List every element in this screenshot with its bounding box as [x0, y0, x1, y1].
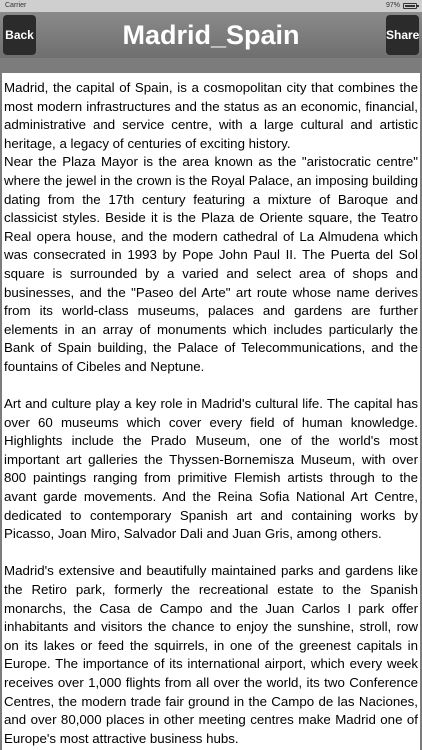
paragraph-gap [4, 377, 418, 396]
article-paragraph-1: Madrid, the capital of Spain, is a cosmopolitan city that combines the most modern infrastructures and the status as an economic, financial, administrative and service centre, with a large cultural and artistic heritage, a legacy of centuries of exciting history. [4, 80, 418, 151]
battery-indicator [386, 0, 417, 12]
paragraph-gap [4, 544, 418, 563]
battery-fill [405, 5, 415, 7]
share-button[interactable]: Share [386, 15, 419, 55]
battery-percent: 97% [385, 2, 400, 9]
article-paragraph-3: Art and culture play a key role in Madrid's cultural life. The capital has over 60 museums which cover every field of human knowledge. Highlights include the Prado Museum, one of the world's most important art galleries the Thyssen-Bornemisza Museum, with over 800 paintings ranging from primitive Flemish artists through to the avant garde movements. And the Reina Sofia National Art Centre, dedicated to contemporary Spanish art and containing works by Picasso, Joan Miro, Salvador Dali and Juan Gris, among others. [4, 396, 418, 542]
carrier-label: Carrier [5, 2, 27, 9]
article-paragraph-4: Madrid's extensive and beautifully maintained parks and gardens like the Retiro park, formerly the recreational estate to the Spanish monarchs, the Casa de Campo and the Juan Carlos I park offer inhabitants and visitors the chance to enjoy the sunshine, stroll, row on its lakes or feed the squirrels, in one of the greenest capitals in Europe. The importance of its international airport, which every week receives over 1,000 flights from all over the world, its two Conference Centres, the modern trade fair ground in the Campo de las Naciones, and over 80,000 places in other meeting centres make Madrid one of Europe's most attractive business hubs. [4, 563, 418, 746]
page-title: Madrid_Spain [122, 20, 300, 50]
navigation-bar [0, 12, 422, 58]
status-bar [0, 0, 422, 12]
article-text-view[interactable] [2, 73, 420, 750]
back-button[interactable]: Back [3, 15, 36, 55]
article-paragraph-2: Near the Plaza Mayor is the area known as the "aristocratic centre" where the jewel in the crown is the Royal Palace, an imposing building dating from the 17th century featuring a mixture of Baroque and classicist styles. Beside it is the Plaza de Oriente square, the Teatro Real opera house, and the modern cathedral of La Almudena which was consecrated in 1993 by Pope John Paul II. The Puerta del Sol square is surrounded by a varied and select area of shops and businesses, and the "Paseo del Arte" art route whose name derives from its world-class museums, palaces and gardens are further elements in an array of monuments which includes particularly the Bank of Spain building, the Palace of Telecommunications, and the fountains of Cibeles and Neptune. [4, 154, 418, 374]
battery-icon [403, 3, 417, 9]
